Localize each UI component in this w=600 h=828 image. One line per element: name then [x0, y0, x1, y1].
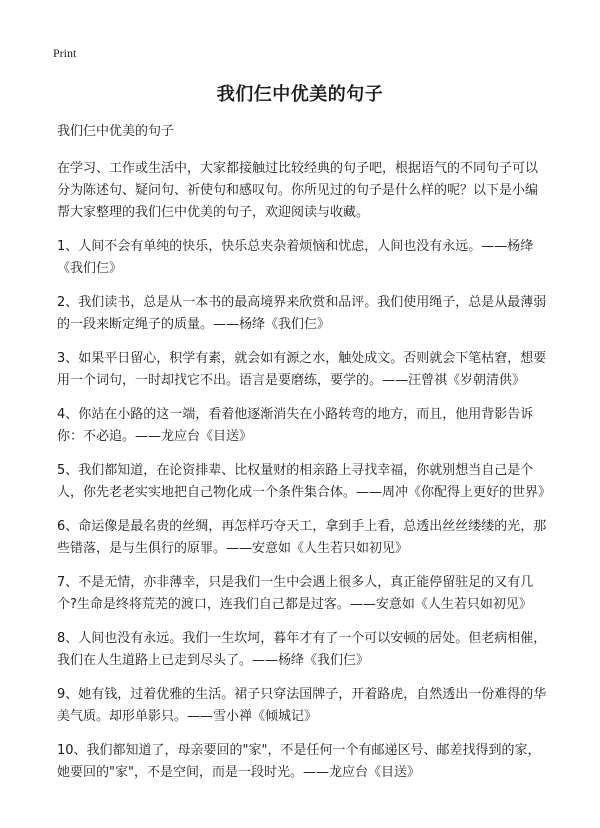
quote-item: 7、不是无情，亦非薄幸，只是我们一生中会遇上很多人，真正能停留驻足的又有几个?生命是终将荒芜的渡口，连我们自己都是过客。——安意如《人生若只如初见》	[57, 575, 534, 612]
quote-item: 2、我们读书，总是从一本书的最高境界来欣赏和品评。我们使用绳子，总是从最薄弱的一段来断定绳子的质量。——杨绛《我们仨》	[57, 295, 547, 332]
quote-item: 4、你站在小路的这一端，看着他逐渐消失在小路转弯的地方，而且，他用背影告诉你：不必追。——龙应台《目送》	[57, 407, 534, 444]
article-subtitle: 我们仨中优美的句子	[57, 124, 175, 139]
quote-item: 9、她有钱，过着优雅的生活。裙子只穿法国牌子，开着路虎，自然透出一份难得的华美气质。却形单影只。——雪小禅《倾城记》	[57, 687, 547, 724]
page-title: 我们仨中优美的句子	[216, 84, 384, 105]
quote-list	[57, 236, 552, 784]
quote-item: 8、人间也没有永远。我们一生坎坷，暮年才有了一个可以安顿的居处。但老病相催，我们在人生道路上已走到尽头了。——杨绛《我们仨》	[57, 631, 547, 668]
quote-item: 6、命运像是最名贵的丝绸，再怎样巧夺天工，拿到手上看，总透出丝丝缕缕的光，那些错落，是与生俱行的原罪。——安意如《人生若只如初见》	[57, 519, 547, 556]
intro-paragraph: 在学习、工作或生活中，大家都接触过比较经典的句子吧，根据语气的不同句子可以分为陈述句、疑问句、祈使句和感叹句。你所见过的句子是什么样的呢？以下是小编帮大家整理的我们仨中优美的句子，欢迎阅读与收藏。	[57, 161, 539, 220]
article-body	[57, 121, 552, 796]
print-link[interactable]: Print	[53, 46, 77, 60]
quote-item: 10、我们都知道了，母亲要回的"家"，不是任何一个有邮递区号、邮差找得到的家，她要回的"家"，不是空间，而是一段时光。——龙应台《目送》	[57, 743, 541, 780]
quote-item: 3、如果平日留心，积学有素，就会如有源之水，触处成文。否则就会下笔枯窘，想要用一个词句，一时却找它不出。语言是要磨练，要学的。——汪曾祺《岁朝清供》	[57, 351, 547, 388]
quote-item: 5、我们都知道，在论资排辈、比权量财的相亲路上寻找幸福，你就别想当自己是个人，你先老老实实地把自己物化成一个条件集合体。——周冲《你配得上更好的世界》	[57, 463, 552, 500]
quote-item: 1、人间不会有单纯的快乐，快乐总夹杂着烦恼和忧虑，人间也没有永远。——杨绛《我们仨》	[57, 239, 534, 276]
